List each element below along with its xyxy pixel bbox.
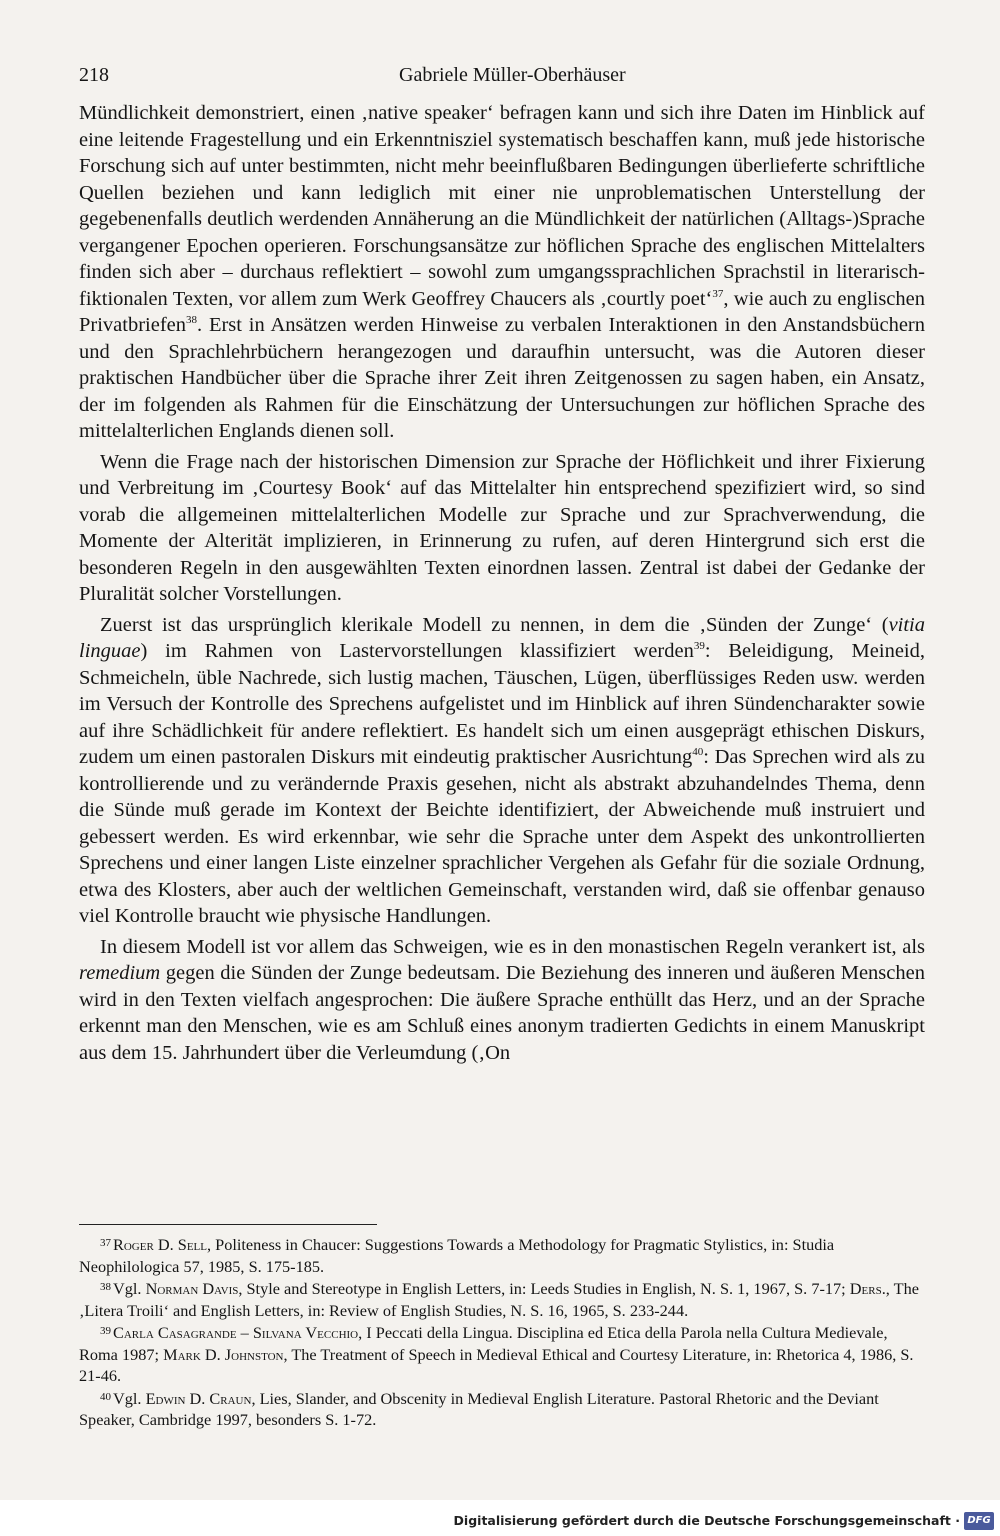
dfg-logo-icon: DFG (964, 1512, 994, 1530)
footnote-38 (79, 1277, 925, 1321)
paragraph-text: , wie auch zu englischen Privatbriefen (79, 287, 926, 336)
footnote-40 (79, 1387, 925, 1431)
footnote-author: Mark D. Johnston (163, 1344, 284, 1364)
footnote-number: 39 (100, 1325, 111, 1337)
paragraph-2: Wenn die Frage nach der historischen Dimension zur Sprache der Höflichkeit und ihrer Fixierung und Verbreitung im ‚Courtesy Book‘ auf das Mittelalter hin entsprechend spezifiziert wird, so sind vorab die allgemeinen mittelalterlichen Modelle zur Sprache und zur Sprachverwendung, die Momente der Alterität implizieren, in Erinnerung zu rufen, auf deren Hintergrund sich erst die besonderen Regeln in den ausgewählten Texten einordnen lassen. Zentral ist dabei der Gedanke der Pluralität solcher Vorstellungen. (79, 450, 925, 605)
footnote-ref-37: 37 (712, 287, 724, 300)
footnote-39 (79, 1321, 925, 1387)
footnote-ref-40: 40 (692, 746, 704, 759)
footnote-number: 37 (100, 1237, 111, 1249)
paragraph-text: : Beleidigung, Meineid, Schmeicheln, üble Nachrede, sich lustig machen, Täuschen, Lügen, überflüssiges Reden usw. werden im Versuch der Kontrolle des Sprechens aufgelistet und im Hinblick auf ihren Sündencharakter sowie auf ihre Schädlichkeit für andere reflektiert. Es handelt sich um einen ausgeprägt ethischen Diskurs, zudem um einen pastoralen Diskurs mit eindeutig praktischer Ausrichtung (79, 640, 925, 768)
running-head: Gabriele Müller-Oberhäuser (399, 64, 626, 86)
footnote-text: , Politeness in Chaucer: Suggestions Towards a Methodology for Pragmatic Stylistics, in: Studia Neophilologica 57, 1985, S. 175-185. (79, 1235, 835, 1276)
paragraph-1 (79, 100, 925, 445)
footnote-separator (79, 1224, 377, 1225)
paragraph-4 (79, 934, 925, 1067)
footnote-text: Vgl. (113, 1388, 146, 1408)
footnote-author: Ders. (849, 1279, 886, 1298)
footnote-author: Roger D. Sell (113, 1235, 207, 1254)
footnote-number: 40 (100, 1390, 111, 1403)
footnote-text: , Style and Stereotype in English Letters, in: Leeds Studies in English, N. S. 1, 1967, S. 7-17; (238, 1279, 850, 1298)
footnote-number: 38 (100, 1281, 111, 1293)
latin-term: remedium (79, 962, 161, 984)
footnotes (79, 1233, 925, 1431)
paragraph-text: gegen die Sünden der Zunge bedeutsam. Die Beziehung des inneren und äußeren Menschen wird in den Texten vielfach angesprochen: Die äußere Sprache enthüllt das Herz, und an der Sprache erkennt man den Menschen, wie es am Schluß eines anonym tradierten Gedichts in einem Manuskript aus dem 15. Jahrhundert über die Verleumdung (‚On (79, 962, 925, 1064)
footnote-ref-38: 38 (186, 314, 198, 327)
footnote-author: Norman Davis (145, 1279, 239, 1298)
digitization-footer (0, 1500, 1000, 1536)
footnote-text: , The ‚Litera Troili‘ and English Letters, in: Review of English Studies, N. S. 16, 1965, S. 233-244. (79, 1279, 919, 1320)
digitization-credit: Digitalisierung gefördert durch die Deutsche Forschungsgemeinschaft · (453, 1513, 960, 1528)
footnote-text: , I Peccati della Lingua. Disciplina ed Etica della Parola nella Cultura Medievale, Roma 1987; (79, 1323, 888, 1364)
footnote-text: , Lies, Slander, and Obscenity in Medieval English Literature. Pastoral Rhetoric and the Deviant Speaker, Cambridge 1997, besonders S. 1-72. (79, 1388, 879, 1429)
footnote-author: Edwin D. Craun (145, 1388, 252, 1408)
footnote-author: Carla Casagrande – Silvana Vecchio (113, 1323, 359, 1342)
body-text (79, 100, 925, 1066)
page-number: 218 (79, 64, 109, 86)
latin-term: vitia linguae (79, 613, 925, 662)
paragraph-3 (79, 612, 925, 930)
footnote-ref-39: 39 (693, 640, 705, 653)
paragraph-text: Zuerst ist das ursprünglich klerikale Modell zu nennen, in dem die ‚Sünden der Zunge‘ ( (100, 613, 889, 636)
paragraph-text: Mündlichkeit demonstriert, einen ‚native speaker‘ befragen kann und sich ihre Daten im Hinblick auf eine leitende Fragestellung und ein Erkenntnisziel systematisch beschaffen kann, muß jede historische Forschung sich auf unter bestimmten, nicht mehr beeinflußbaren Bedingungen überlieferte schriftliche Quellen beziehen und kann lediglich mit einer nie unproblematischen Unterstellung der gegebenenfalls deutlich werdenden Annäherung an die Mündlichkeit der natürlichen (Alltags-)Sprache vergangener Epochen operieren. Forschungsansätze zur höflichen Sprache des englischen Mittelalters finden sich aber – durchaus reflektiert – sowohl zum umgangssprachlichen Sprachstil in literarisch-fiktionalen Texten, vor allem zum Werk Geoffrey Chaucers als ‚courtly poet‘ (79, 102, 925, 310)
footnote-text: Vgl. (113, 1279, 146, 1298)
paragraph-text: ) im Rahmen von Lastervorstellungen klassifiziert werden (140, 640, 694, 662)
paragraph-text: In diesem Modell ist vor allem das Schweigen, wie es in den monastischen Regeln verankert ist, als (100, 935, 925, 958)
footnote-37 (79, 1233, 925, 1277)
paragraph-text: : Das Sprechen wird als zu kontrollierende und zu verändernde Praxis gesehen, nicht als abstrakt abzuhandelndes Thema, denn die Sünde muß gerade im Kontext der Beichte identifiziert, der Abweichende muß instruiert und gebessert werden. Es wird erkennbar, wie sehr die Sprache unter dem Aspekt des unkontrollierten Sprechens und einer langen Liste einzelner sprachlicher Vergehen als Gefahr für die soziale Ordnung, etwa des Klosters, aber auch der weltlichen Gemeinschaft, verstanden wird, daß sie offenbar genauso viel Kontrolle braucht wie physische Handlungen. (79, 746, 925, 927)
paragraph-text: . Erst in Ansätzen werden Hinweise zu verbalen Interaktionen in den Anstandsbüchern und den Sprachlehrbüchern herangezogen und daraufhin untersucht, was die Autoren dieser praktischen Handbücher über die Sprache ihrer Zeit ihren Zeitgenossen zu sagen haben, ein Ansatz, der im folgenden als Rahmen für die Einschätzung der Untersuchungen zur höflichen Sprache des mittelalterlichen Englands dienen soll. (79, 314, 925, 442)
footnote-text: , The Treatment of Speech in Medieval Ethical and Courtesy Literature, in: Rhetorica 4, 1986, S. 21-46. (79, 1344, 914, 1385)
page-header (79, 64, 925, 94)
